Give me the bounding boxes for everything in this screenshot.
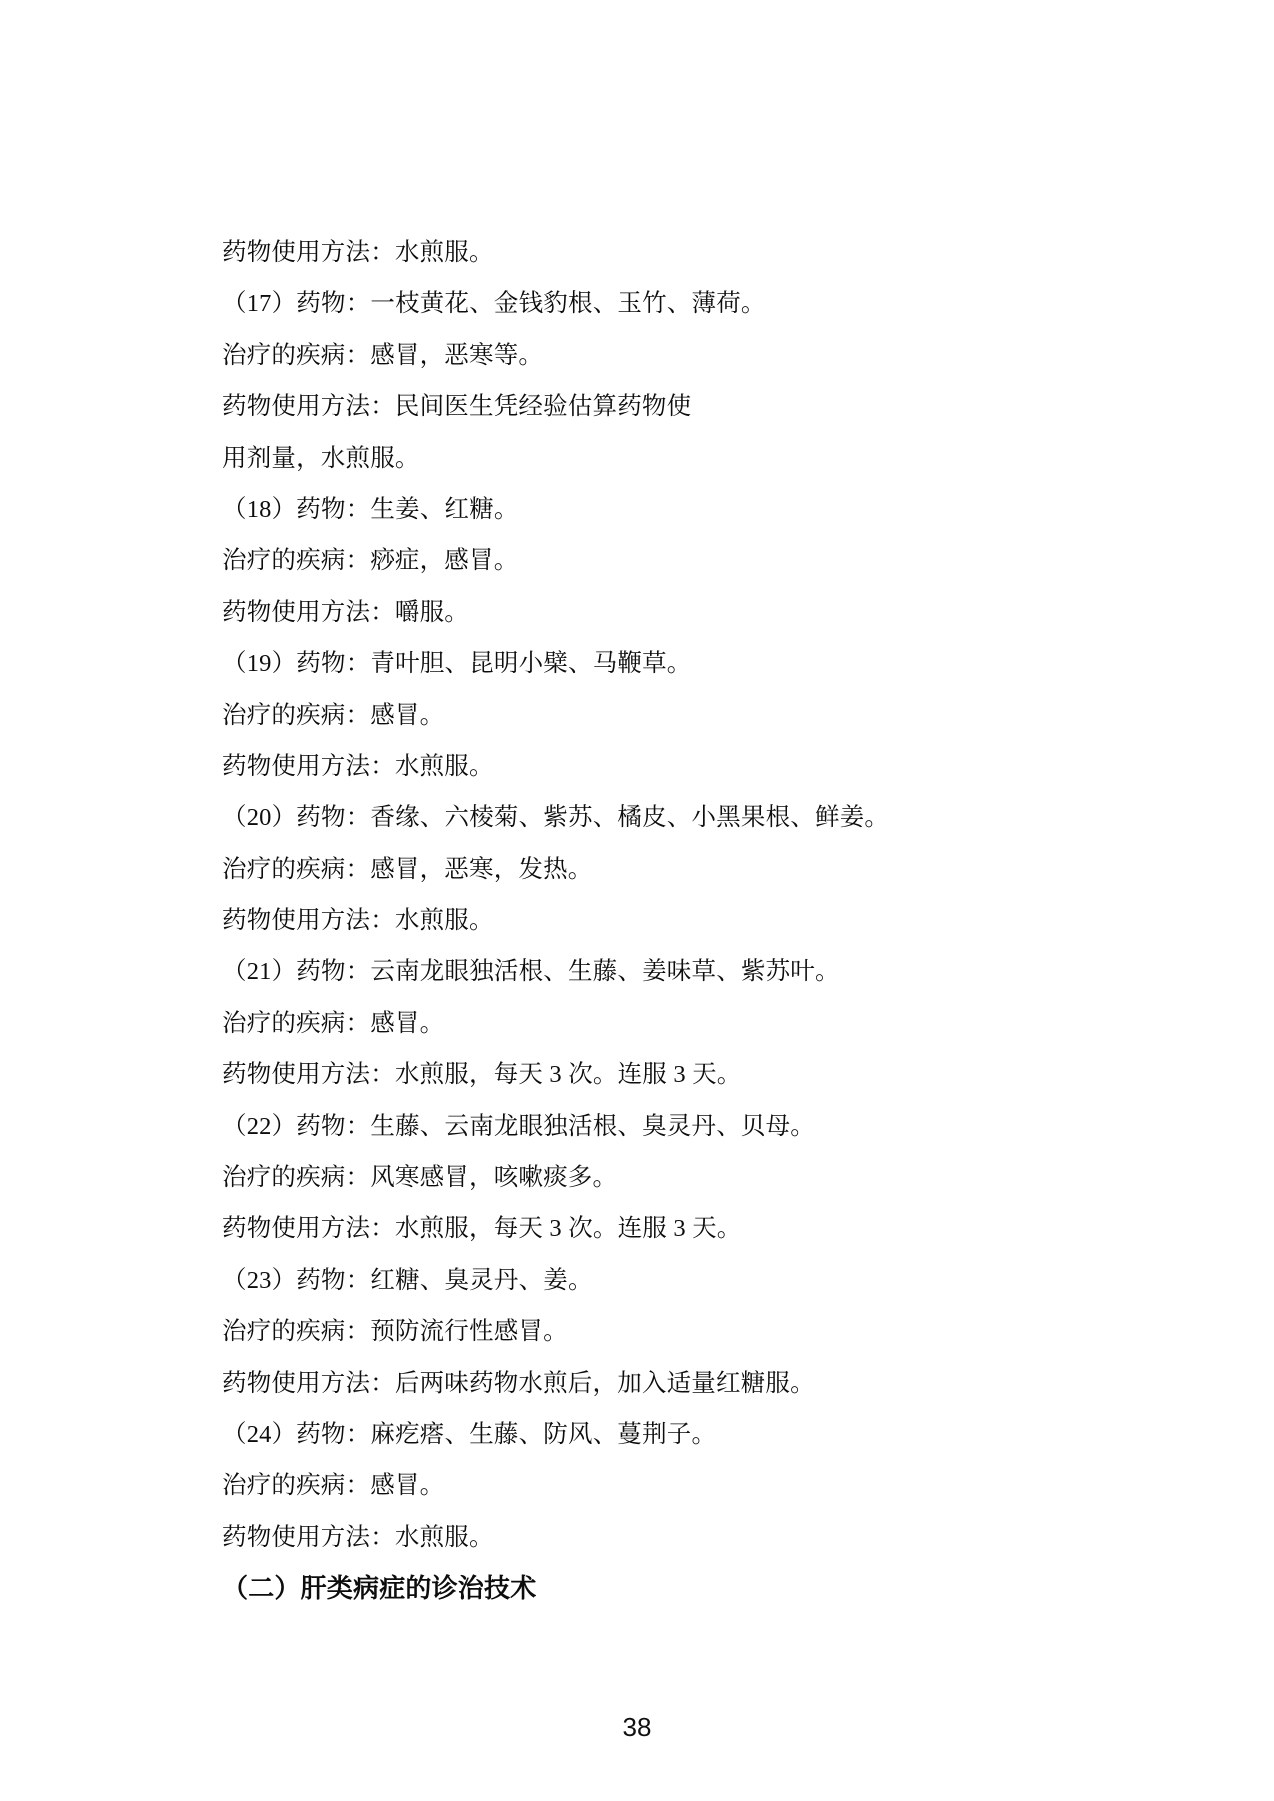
doc-line-item-22: （22）药物：生藤、云南龙眼独活根、臭灵丹、贝母。 [222,1112,815,1140]
doc-line: 治疗的疾病：预防流行性感冒。 [222,1318,568,1346]
doc-line: 药物使用方法：水煎服。 [222,752,494,780]
page-number: 38 [622,1712,652,1742]
doc-line: 药物使用方法：嚼服。 [222,598,469,626]
doc-line-item-19: （19）药物：青叶胆、昆明小檗、马鞭草。 [222,650,692,678]
doc-line: 治疗的疾病：痧症，感冒。 [222,547,519,575]
doc-line: 药物使用方法：民间医生凭经验估算药物使 [222,393,692,421]
doc-line: 药物使用方法：水煎服。 [222,239,494,266]
doc-line: 药物使用方法：后两味药物水煎后，加入适量红糖服。 [222,1369,815,1397]
doc-line: 药物使用方法：水煎服。 [222,1523,494,1551]
doc-line: 治疗的疾病：感冒，恶寒等。 [222,341,544,369]
doc-line: 药物使用方法：水煎服，每天 3 次。连服 3 天。 [222,1061,742,1089]
doc-line-item-18: （18）药物：生姜、红糖。 [222,495,519,523]
doc-line: 药物使用方法：水煎服，每天 3 次。连服 3 天。 [222,1215,742,1243]
doc-line: 用剂量，水煎服。 [222,444,420,472]
doc-line-item-17: （17）药物：一枝黄花、金钱豹根、玉竹、薄荷。 [222,290,766,318]
doc-line: 治疗的疾病：感冒。 [222,1009,445,1037]
doc-line: 药物使用方法：水煎服。 [222,907,494,935]
doc-line: 治疗的疾病：风寒感冒，咳嗽痰多。 [222,1164,618,1192]
doc-line-item-21: （21）药物：云南龙眼独活根、生藤、姜味草、紫苏叶。 [222,958,840,986]
document-text-block [222,227,1082,1615]
doc-line: 治疗的疾病：感冒，恶寒，发热。 [222,855,593,883]
doc-line-item-23: （23）药物：红糖、臭灵丹、姜。 [222,1266,593,1294]
doc-line: 治疗的疾病：感冒。 [222,1472,445,1500]
doc-line-item-24: （24）药物：麻疙瘩、生藤、防风、蔓荆子。 [222,1420,717,1448]
doc-line-item-20: （20）药物：香缘、六棱菊、紫苏、橘皮、小黑果根、鲜姜。 [222,804,890,832]
doc-line: 治疗的疾病：感冒。 [222,701,445,729]
section-heading: （二）肝类病症的诊治技术 [222,1574,537,1604]
